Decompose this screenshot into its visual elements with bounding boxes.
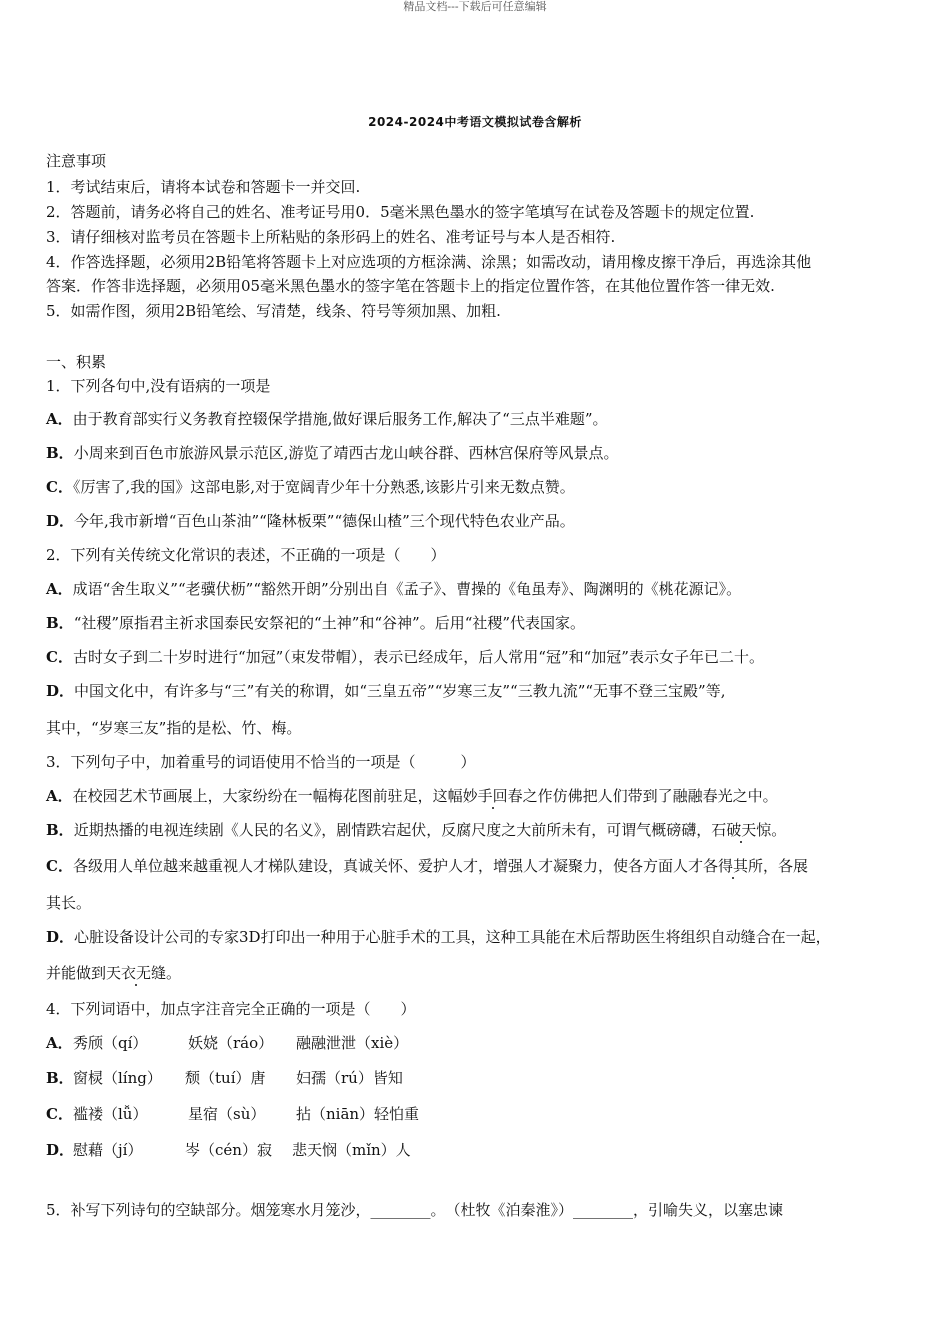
notice-item: 5．如需作图，须用2B铅笔绘、写清楚，线条、符号等须加黑、加粗.	[46, 302, 501, 320]
emphasized-word: 石破天惊	[711, 821, 772, 839]
question-stem: 2．下列有关传统文化常识的表述，不正确的一项是（ ）	[46, 546, 446, 564]
option-c	[46, 477, 575, 497]
option-d	[46, 681, 725, 701]
option-label: B．	[46, 821, 74, 839]
emphasized-word: 各得其所	[702, 857, 763, 875]
option-c	[46, 1104, 73, 1124]
option-text: “社稷”原指君主祈求国泰民安祭祀的“土神”和“谷神”。后用“社稷”代表国家。	[73, 614, 586, 632]
question-stem: 4．下列词语中，加点字注音完全正确的一项是（ ）	[46, 1000, 416, 1018]
term: 妖娆（ráo）	[188, 1034, 274, 1052]
option-a	[46, 786, 778, 806]
notice-item: 4．作答选择题，必须用2B铅笔将答题卡上对应选项的方框涂满、涂黑；如需改动，请用橡皮擦干净后，再选涂其他	[46, 253, 812, 271]
option-label: B．	[46, 1069, 74, 1087]
option-label: D．	[46, 928, 75, 946]
section-heading: 一、积累	[46, 353, 107, 371]
option-label: A．	[46, 580, 73, 598]
option-label: D．	[46, 512, 75, 530]
option-text: 近期热播的电视连续剧《人民的名义》，剧情跌宕起伏，反腐尺度之大前所未有，可谓气概磅礴，	[73, 821, 712, 839]
option-a	[46, 579, 741, 599]
option-label: B．	[46, 614, 74, 632]
notice-heading: 注意事项	[46, 152, 107, 170]
term: 秀颀（qí）	[73, 1034, 148, 1052]
option-text: 在校园艺术节画展上，大家纷纷在一幅梅花图前驻足，这幅	[72, 787, 463, 805]
option-b	[46, 613, 585, 633]
option-b	[46, 1068, 74, 1088]
option-d	[46, 1140, 74, 1160]
term: 星宿（sù）	[188, 1105, 266, 1123]
term: 褴褛（lǚ）	[73, 1105, 148, 1123]
emphasized-word: 妙手回春	[462, 787, 523, 805]
option-label: A．	[46, 410, 73, 428]
option-text: 小周来到百色市旅游风景示范区,游览了靖西古龙山峡谷群、西林宫保府等风景点。	[73, 444, 619, 462]
question-stem: 5．补写下列诗句的空缺部分。烟笼寒水月笼沙，________。 （杜牧《泊秦淮》）________，引喻失义，以塞忠谏	[46, 1201, 784, 1219]
option-c	[46, 856, 808, 876]
notice-item: 3．请仔细核对监考员在答题卡上所粘贴的条形码上的姓名、准考证号与本人是否相符.	[46, 228, 616, 246]
option-a	[46, 1033, 73, 1053]
term: 融融泄泄（xiè）	[296, 1034, 409, 1052]
notice-item: 答案．作答非选择题，必须用05毫米黑色墨水的签字笔在答题卡上的指定位置作答，在其他位置作答一律无效.	[46, 277, 775, 295]
term: 窗棂（líng）	[73, 1069, 162, 1087]
option-d	[46, 511, 575, 531]
term: 岑（cén）寂	[185, 1141, 272, 1159]
option-c	[46, 647, 764, 667]
option-label: D．	[46, 1141, 75, 1159]
option-label: C．	[46, 478, 73, 496]
term: 悲天悯（mǐn）人	[292, 1141, 411, 1159]
option-label: B．	[46, 444, 74, 462]
option-label: D．	[46, 682, 75, 700]
option-text: 。	[771, 821, 787, 839]
option-text: 并能做到	[46, 964, 107, 982]
term: 妇孺（rú）皆知	[296, 1069, 403, 1087]
notice-item: 2．答题前，请务必将自己的姓名、准考证号用0．5毫米黑色墨水的签字笔填写在试卷及答题卡的规定位置.	[46, 203, 755, 221]
option-text: 各级用人单位越来越重视人才梯队建设，真诚关怀、爱护人才，增强人才凝聚力，使各方面人才	[72, 857, 703, 875]
emphasized-word: 天衣无缝	[106, 964, 167, 982]
option-text: 中国文化中，有许多与“三”有关的称谓，如“三皇五帝”“岁寒三友”“三教九流”“无事不登三宝殿”等,	[74, 682, 726, 700]
header-note: 精品文档---下载后可任意编辑	[403, 0, 547, 13]
option-text: 古时女子到二十岁时进行“加冠”（束发带帽），表示已经成年，后人常用“冠”和“加冠”表示女子年已二十。	[72, 648, 764, 666]
option-text: ，各展	[762, 857, 808, 875]
option-text: 心脏设备设计公司的专家3D打印出一种用于心脏手术的工具，这种工具能在术后帮助医生将组织自动缝合在一起，	[74, 928, 831, 946]
option-d-continued	[46, 963, 181, 983]
question-stem: 3．下列句子中，加着重号的词语使用不恰当的一项是（ ）	[46, 753, 476, 771]
notice-item: 1．考试结束后，请将本试卷和答题卡一并交回.	[46, 178, 361, 196]
option-text: 之作仿佛把人们带到了融融春光之中。	[522, 787, 778, 805]
option-a	[46, 409, 608, 429]
option-label: C．	[46, 648, 73, 666]
option-label: A．	[46, 1034, 73, 1052]
option-d	[46, 927, 831, 947]
option-b	[46, 820, 786, 840]
option-text: 今年,我市新增“百色山茶油”“隆林板栗”“德保山楂”三个现代特色农业产品。	[74, 512, 575, 530]
option-label: A．	[46, 787, 73, 805]
option-text: 成语“舍生取义”“老骥伏枥”“豁然开朗”分别出自《孟子》、曹操的《龟虽寿》、陶渊明的《桃花源记》。	[72, 580, 742, 598]
question-stem: 1．下列各句中,没有语病的一项是	[46, 377, 271, 395]
option-text: 《厉害了,我的国》这部电影,对于宽阔青少年十分熟悉,该影片引来无数点赞。	[72, 478, 575, 496]
option-label: C．	[46, 1105, 73, 1123]
option-c-continued: 其长。	[46, 894, 92, 912]
option-d-continued: 其中，“岁寒三友”指的是松、竹、梅。	[46, 719, 302, 737]
option-b	[46, 443, 618, 463]
term: 拈（niān）轻怕重	[296, 1105, 420, 1123]
option-text: 由于教育部实行义务教育控辍保学措施,做好课后服务工作,解决了“三点半难题”。	[72, 410, 608, 428]
option-label: C．	[46, 857, 73, 875]
option-text: 。	[166, 964, 182, 982]
term: 颓（tuí）唐	[185, 1069, 266, 1087]
page-title: 2024-2024中考语文模拟试卷含解析	[368, 115, 582, 129]
term: 慰藉（jí）	[73, 1141, 143, 1159]
